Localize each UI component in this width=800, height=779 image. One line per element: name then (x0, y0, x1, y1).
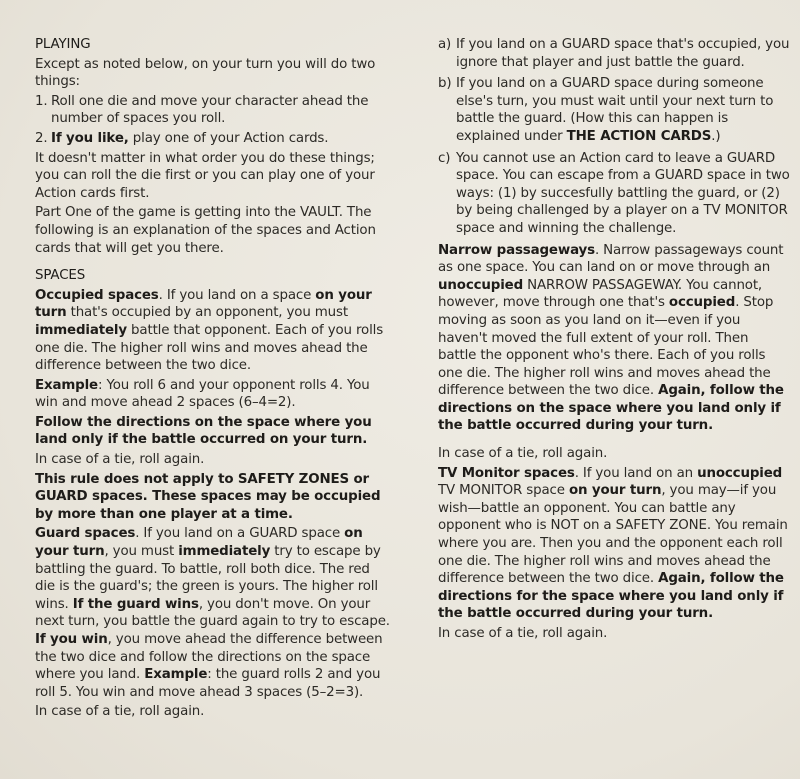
text-run: You cannot use an Action card to leave a GUARD space. You can escape from a GUARD space in two ways: (1) by succesfully battling the guard, or (2) by being challenged by a player on a TV MONITOR space and winning the challenge. (456, 150, 790, 236)
step-text (51, 130, 393, 148)
bold-run: If the guard wins (72, 596, 199, 612)
list-text (456, 75, 790, 145)
text-run: . Narrow passageways count as one space. You can land on or move through an (438, 242, 784, 276)
guard-rule-c (438, 150, 790, 238)
occupied-example (35, 377, 393, 412)
bold-run: unoccupied (697, 465, 783, 481)
tie-note: In case of a tie, roll again. (35, 452, 205, 468)
bold-run: Again, follow the directions on the space where you land only if the battle occurred during your turn. (438, 383, 784, 434)
playing-heading: PLAYING (35, 37, 91, 52)
step-rest: play one of your Action cards. (128, 130, 329, 146)
playing-part-one: Part One of the game is getting into the VAULT. The following is an explanation of the spaces and Action cards that will get you there. (35, 205, 376, 256)
text-run: try to escape by battling the guard. To battle, roll both dice. The red die is the guard's; the green is yours. The higher roll wins. (35, 544, 381, 612)
text-run: . If you land on a GUARD space (135, 526, 345, 542)
text-run: If you land on a GUARD space that's occupied, you ignore that player and just battle the guard. (456, 37, 790, 70)
occupied-spaces-paragraph (35, 287, 393, 375)
step-text: Roll one die and move your character ahead the number of spaces you roll. (51, 93, 369, 127)
text-run: TV MONITOR space (438, 483, 569, 499)
playing-step-1 (35, 93, 393, 128)
text-run: , you don't move. On your next turn, you battle the guard again to try to escape. (35, 596, 390, 630)
example-label: Example (35, 377, 98, 393)
text-run: , you move ahead the difference between the two dice and follow the directions on the space where you land. (35, 632, 383, 683)
right-column (438, 36, 790, 645)
text-run: battle that opponent. Each of you rolls one die. The higher roll wins and moves ahead the difference between the two dice. (35, 322, 384, 374)
tv-monitor-paragraph (438, 465, 790, 623)
list-letter: c) (438, 150, 451, 166)
bold-run: Again, follow the directions for the space where you land only if the battle occurred during your turn. (438, 571, 784, 622)
text-run: that's occupied by an opponent, you must (66, 305, 348, 321)
list-letter: a) (438, 37, 452, 52)
playing-intro: Except as noted below, on your turn you will do two things: (35, 56, 376, 90)
text-run: : the guard rolls 2 and you roll 5. You win and move ahead 3 spaces (5–2=3). (35, 667, 381, 700)
text-run: . Stop moving as soon as you land on it—even if you haven't moved the full extent of your roll. Then battle the opponent who's there. Each of you rolls one die. The higher roll wins and moves ahead the difference between the two dice. (438, 295, 774, 399)
bold-run: Example (144, 667, 208, 683)
bold-run: unoccupied (438, 277, 524, 293)
guard-rule-a (438, 36, 790, 71)
tie-note: In case of a tie, roll again. (438, 626, 608, 641)
occupied-spaces-title: Occupied spaces (35, 287, 159, 303)
bold-run: immediately (178, 544, 271, 560)
guard-spaces-paragraph (35, 525, 393, 701)
bold-run: occupied (668, 295, 736, 311)
guard-spaces-title: Guard spaces (35, 526, 136, 542)
safety-zone-rule: This rule does not apply to SAFETY ZONES or GUARD spaces. These spaces may be occupied by more than one player at a time. (35, 471, 381, 522)
step-bold: If you like, (51, 130, 129, 146)
bold-run: on your turn (35, 526, 363, 560)
narrow-passageways-paragraph (438, 242, 790, 436)
guard-rule-b (438, 75, 790, 145)
step-number: 1. (35, 93, 48, 109)
text-run: . If you land on an (574, 465, 698, 481)
follow-directions-note: Follow the directions on the space where you land only if the battle occurred on your turn. (35, 414, 372, 448)
bold-run: immediately (35, 322, 127, 338)
text-run: . If you land on a space (158, 287, 316, 303)
list-letter: b) (438, 76, 452, 92)
bold-run: If you win (35, 632, 108, 647)
spaces-heading: SPACES (35, 268, 86, 284)
step-number: 2. (35, 130, 48, 146)
narrow-passageways-title: Narrow passageways (438, 242, 595, 258)
bold-run: on your turn (35, 287, 372, 321)
playing-order-note: It doesn't matter in what order you do these things; you can roll the die first or you can play one of your Action cards first. (35, 150, 375, 201)
list-text (456, 36, 790, 71)
text-run: If you land on a GUARD space during someone else's turn, you must wait until your next turn to battle the guard. (How this can happen is explained under (456, 76, 774, 144)
text-run: , you must (104, 544, 179, 560)
text-run: , you may—if you wish—battle an opponent. You can battle any opponent who is NOT on a SAFETY ZONE. You remain where you are. Then you and the opponent each roll one die. The higher roll wins and moves ahead the difference between the two dice. (438, 483, 788, 587)
text-run: NARROW PASSAGEWAY. You cannot, however, move through one that's (438, 277, 763, 311)
bold-run: on your turn (568, 483, 662, 499)
left-column (35, 36, 393, 723)
tie-note: In case of a tie, roll again. (35, 704, 205, 720)
list-text (456, 150, 790, 238)
playing-step-2 (35, 130, 393, 148)
tie-note: In case of a tie, roll again. (438, 446, 608, 462)
text-run: .) (711, 128, 721, 144)
example-text: : You roll 6 and your opponent rolls 4. You win and move ahead 2 spaces (6–4=2). (35, 377, 370, 411)
tv-monitor-title: TV Monitor spaces (438, 465, 575, 481)
bold-run: THE ACTION CARDS (566, 128, 712, 144)
